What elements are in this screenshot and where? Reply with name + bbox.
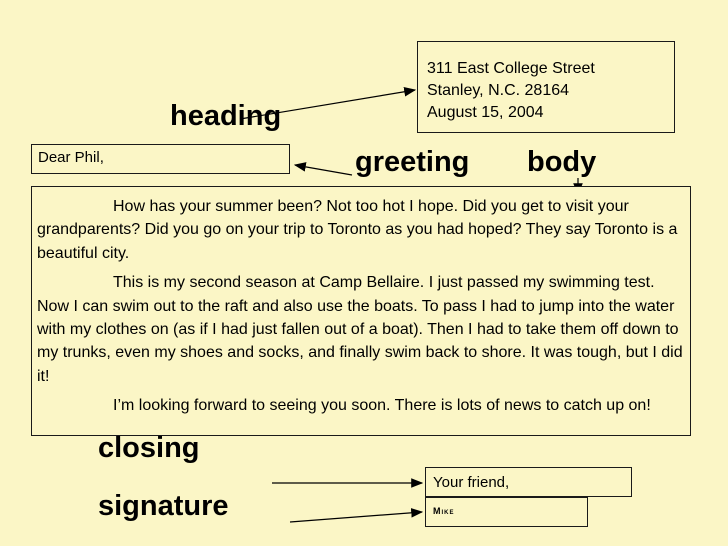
- body-paragraph-3: I’m looking forward to seeing you soon. There is lots of news to catch up on!: [113, 397, 651, 415]
- greeting-label: greeting: [355, 146, 470, 178]
- greeting-arrow: [295, 165, 352, 175]
- signature-label: signature: [98, 490, 229, 522]
- greeting-text: Dear Phil,: [38, 149, 104, 166]
- body-paragraph-2: This is my second season at Camp Bellaire. I just passed my swimming test. Now I can swim out to the raft and also use the boats. To pass I had to jump into the water with my clothes on (as if I had just fallen out of a boat). Then I had to take them off down to my trunks, even my shoes and socks, and finally swim back to shore. It was tough, but I did it!: [37, 274, 683, 385]
- body-label: body: [527, 146, 597, 178]
- letter-body-box: [31, 186, 691, 436]
- signature-arrow: [290, 512, 422, 522]
- heading-label: heading: [170, 100, 282, 132]
- letter-signature-box: [425, 497, 588, 527]
- letter-greeting-box: [31, 144, 290, 174]
- heading-line-1: 311 East College Street: [427, 60, 595, 77]
- closing-text: Your friend,: [433, 474, 510, 491]
- heading-line-2: Stanley, N.C. 28164: [427, 82, 570, 99]
- letter-heading-box: [417, 41, 675, 133]
- heading-line-3: August 15, 2004: [427, 104, 544, 121]
- closing-label: closing: [98, 432, 200, 464]
- body-paragraph-1: How has your summer been? Not too hot I hope. Did you get to visit your grandparents? Did you go on your trip to Toronto as you had hoped? They say Toronto is a beautiful city.: [37, 198, 678, 262]
- signature-text: Mike: [433, 506, 455, 516]
- letter-closing-box: [425, 467, 632, 497]
